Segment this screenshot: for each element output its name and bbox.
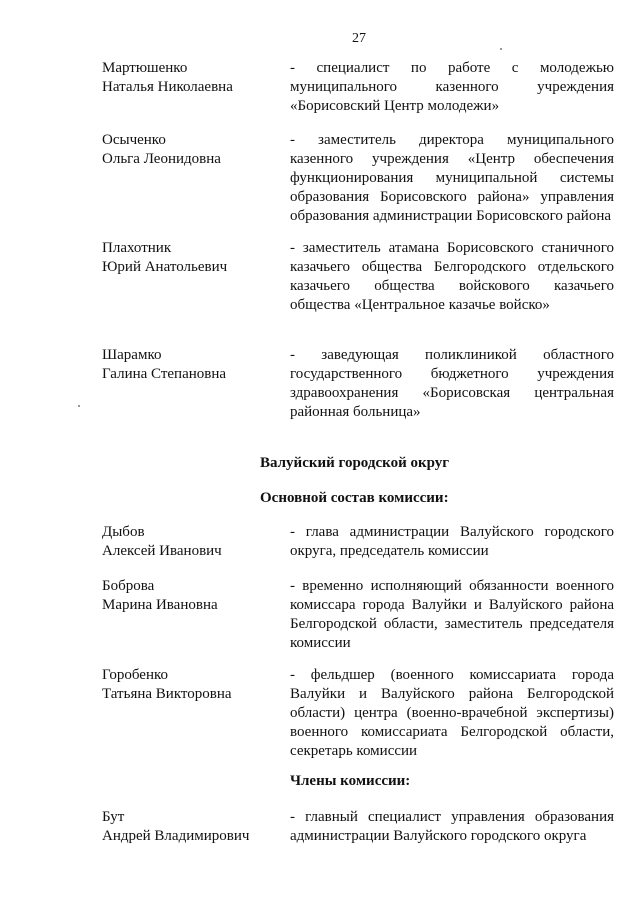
member-given-name: Галина Степановна [102,366,227,382]
member-surname: Горобенко [102,667,168,683]
member-surname: Бут [102,809,125,825]
scan-speck [78,405,80,407]
member-description: - главный специалист управления образования администрации Валуйского городского округа [290,809,614,844]
member-description: - специалист по работе с молодежью муниципального казенного учреждения «Борисовский Центр молодежи» [290,60,614,114]
member-given-name: Татьяна Викторовна [102,686,232,702]
member-description: - глава администрации Валуйского городского округа, председатель комиссии [290,524,614,559]
member-name [102,808,277,846]
member-description: - заместитель атамана Борисовского станичного казачьего общества Белгородского отдельского казачьего общества войскового казачьего общества «Центральное казачье войско» [290,240,614,313]
member-description: - временно исполняющий обязанности военного комиссара города Валуйки и Валуйского района Белгородской области, заместитель председателя комиссии [290,578,614,651]
scan-speck [500,48,502,50]
member-given-name: Юрий Анатольевич [102,259,228,275]
member-given-name: Андрей Владимирович [102,828,250,844]
member-given-name: Алексей Иванович [102,543,222,559]
member-name [102,131,277,169]
member-given-name: Наталья Николаевна [102,79,233,95]
member-surname: Боброва [102,578,155,594]
member-name [102,577,277,615]
main-composition-title: Основной состав комиссии: [260,490,449,506]
member-name [102,59,277,97]
member-surname: Мартюшенко [102,60,188,76]
member-description: - заместитель директора муниципального казенного учреждения «Центр обеспечения функционирования муниципальной системы образования Борисовского района» управления образования администрации Борисовского района [290,132,614,224]
member-description: - заведующая поликлиникой областного государственного бюджетного учреждения здравоохранения «Борисовская центральная районная больница» [290,347,614,420]
member-name [102,239,277,277]
member-surname: Шарамко [102,347,162,363]
page-number: 27 [352,31,366,46]
member-name [102,346,277,384]
member-surname: Дыбов [102,524,145,540]
section-title: Валуйский городской округ [260,455,450,471]
member-name [102,666,277,704]
member-description: - фельдшер (военного комиссариата города Валуйки и Валуйского района Белгородской области) центра (военно-врачебной экспертизы) военного комиссариата Белгородской области, секретарь комиссии [290,667,614,759]
member-given-name: Марина Ивановна [102,597,218,613]
member-surname: Осыченко [102,132,166,148]
member-given-name: Ольга Леонидовна [102,151,221,167]
member-surname: Плахотник [102,240,172,256]
members-title: Члены комиссии: [290,773,411,789]
member-name [102,523,277,561]
